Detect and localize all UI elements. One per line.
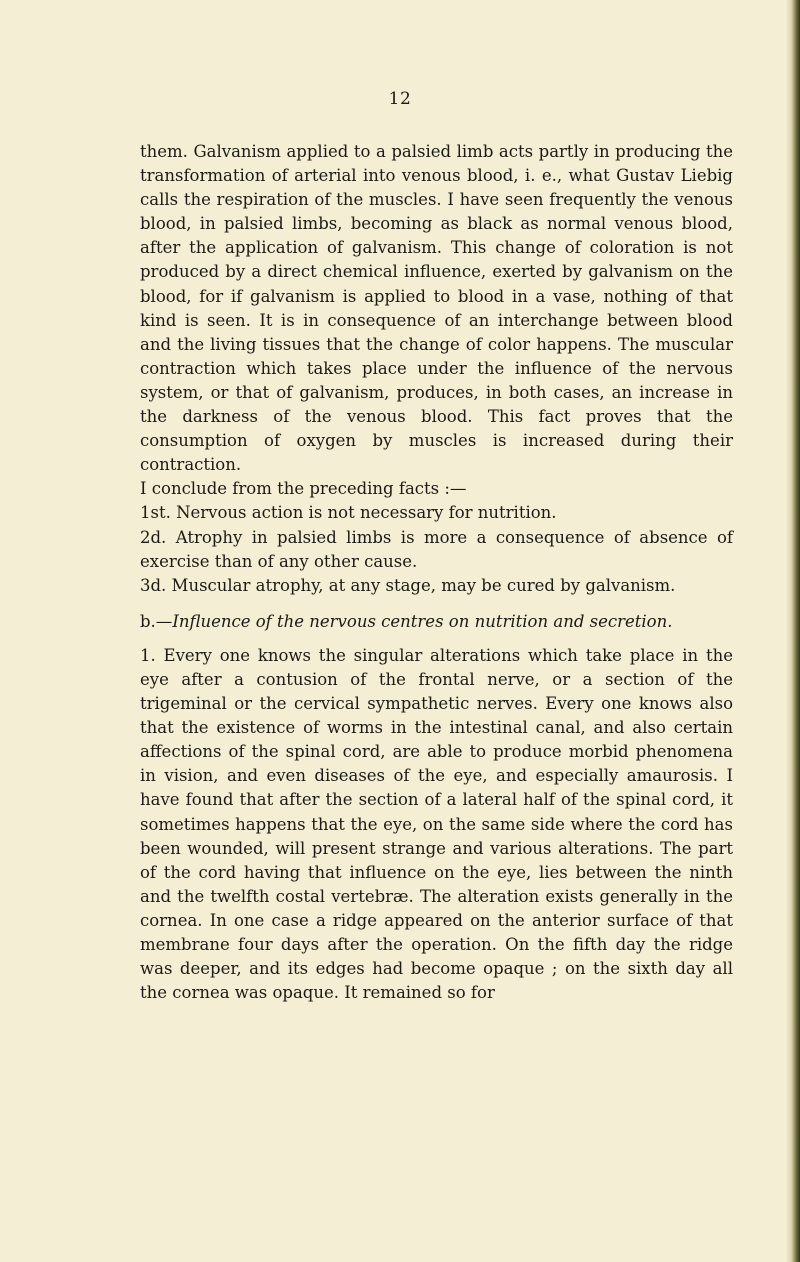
section-heading <box>140 610 733 634</box>
section-heading-lead: b.— <box>140 611 173 631</box>
page-number: 12 <box>388 89 412 109</box>
page-edge-shadow <box>786 0 800 1262</box>
conclusion-item-2: 2d. Atrophy in palsied limbs is more a consequence of absence of exercise than of any other cause. <box>140 527 733 571</box>
section-heading-title: Influence of the nervous centres on nutrition and secretion. <box>172 611 673 631</box>
conclusion-item-1: 1st. Nervous action is not necessary for nutrition. <box>140 503 557 523</box>
paragraph-galvanism: them. Galvanism applied to a palsied limb acts partly in producing the transformation of arterial into venous blood, i. e., what Gustav Liebig calls the respiration of the muscles. I have seen frequently the venous blood, in palsied limbs, becoming as black as normal venous blood, after the application of galvanism. This change of coloration is not produced by a direct chemical influence, exerted by galvanism on the blood, for if galvanism is applied to blood in a vase, nothing of that kind is seen. It is in consequence of an interchange between blood and the living tissues that the change of color happens. The muscular contraction which takes place under the influence of the nervous system, or that of galvanism, produces, in both cases, an increase in the darkness of the venous blood. This fact proves that the consumption of oxygen by muscles is increased during their contraction. <box>140 142 733 475</box>
paragraph-eye-alterations: 1. Every one knows the singular alterations which take place in the eye after a contusion of the frontal nerve, or a section of the trigeminal or the cervical sympathetic nerves. Every one knows also that the existence of worms in the intestinal canal, and also certain affections of the spinal cord, are able to produce morbid phenomena in vision, and even diseases of the eye, and especially amaurosis. I have found that after the section of a lateral half of the spinal cord, it sometimes happens that the eye, on the same side where the cord has been wounded, will present strange and various alterations. The part of the cord having that influence on the eye, lies between the ninth and the twelfth costal vertebræ. The alteration exists generally in the cornea. In one case a ridge appeared on the anterior surface of that membrane four days after the operation. On the fifth day the ridge was deeper, and its edges had become opaque ; on the sixth day all the cornea was opaque. It remained so for <box>140 645 733 1003</box>
conclusion-item-3: 3d. Muscular atrophy, at any stage, may be cured by galvanism. <box>140 575 676 595</box>
paragraph-conclusion-intro: I conclude from the preceding facts :— <box>140 479 467 499</box>
body-text <box>140 140 733 1005</box>
